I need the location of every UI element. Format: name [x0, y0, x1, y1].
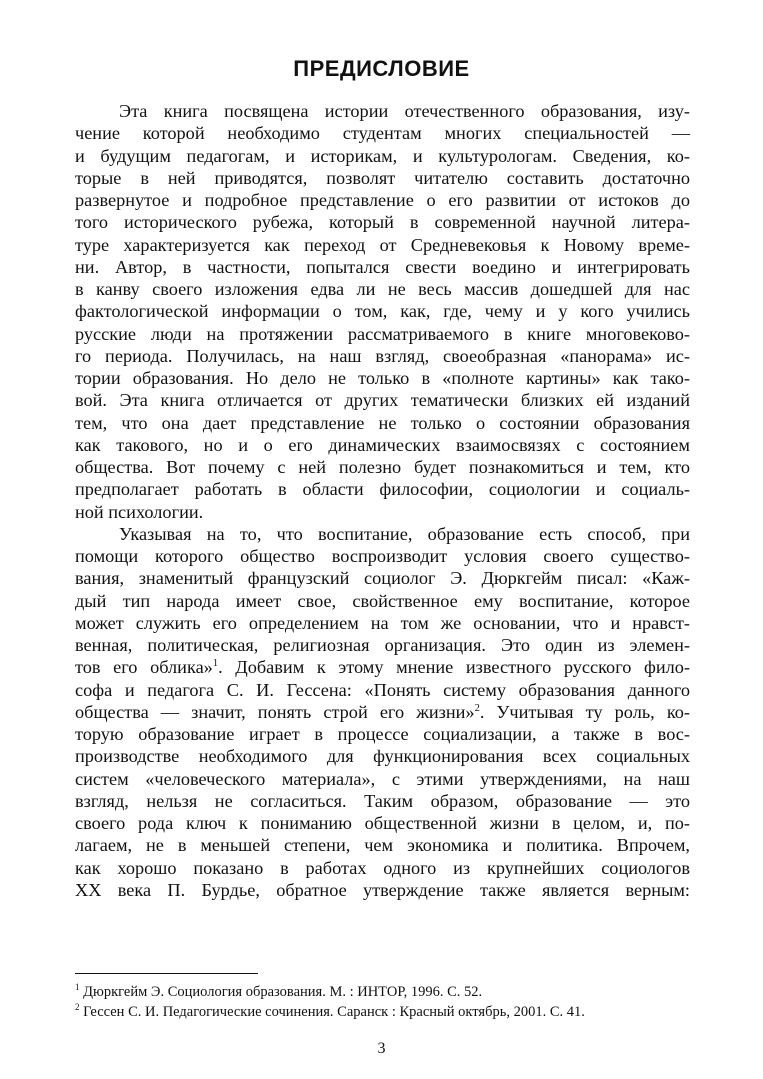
text-line-with-footnote [75, 656, 690, 678]
text-line: фактологической информации о том, как, где, чему и у кого учились [75, 301, 690, 322]
text-line: венная, политическая, религиозная организация. Это один из элемен- [75, 635, 690, 655]
text-line: и будущим педагогам, и историкам, и культурологам. Сведения, ко- [75, 145, 690, 166]
text-line: го периода. Получилась, на наш взгляд, своеобразная «панорама» ис- [75, 345, 690, 366]
text-line: в канву своего изложения едва ли не весь массив дошедшей для нас [75, 279, 690, 299]
text-line: предполагает работать в области философии, социологии и социаль- [75, 479, 690, 500]
text-line: Эта книга посвящена истории отечественного образования, изу- [119, 101, 690, 121]
text-line: софа и педагога С. И. Гессена: «Понять систему образования данного [75, 679, 690, 700]
text-line: того исторического рубежа, который в современной научной литера- [75, 212, 690, 233]
text-line: помощи которого общество воспроизводит условия своего существо- [75, 546, 690, 566]
text-line: может служить его определением на том же основании, что и нравст- [75, 612, 690, 633]
text-line: торые в ней приводятся, позволят читателю составить достаточно [75, 167, 690, 188]
text-line: взгляд, нельзя не согласиться. Таким образом, образование — это [75, 790, 690, 811]
text-line: ни. Автор, в частности, попытался свести воедино и интегрировать [75, 256, 690, 277]
footnotes [75, 982, 690, 1022]
footnote-1 [75, 982, 690, 1002]
text-line: как такового, но и о его динамических взаимосвязях с состоянием [75, 434, 690, 455]
text-line: чение которой необходимо студентам многих специальностей — [75, 123, 690, 144]
footnote-mark: 1 [75, 982, 80, 992]
text-line: туре характеризуется как переход от Средневековья к Новому време- [75, 234, 690, 255]
text-line: вания, знаменитый французский социолог Э. Дюркгейм писал: «Каж- [75, 568, 690, 589]
page-number: 3 [377, 1040, 386, 1057]
text-line: русские люди на протяжении рассматриваемого в книге многовеково- [75, 323, 690, 344]
text-line: дый тип народа имеет свое, свойственное ему воспитание, которое [75, 590, 690, 611]
text-line-with-footnote [75, 701, 690, 723]
text-fragment: . Учитывая ту роль, ко- [479, 701, 690, 722]
body-text [75, 100, 690, 901]
text-line: как хорошо показано в работах одного из крупнейших социологов [75, 857, 690, 878]
paragraph-1 [75, 100, 690, 523]
text-line: развернутое и подробное представление о его развитии от истоков до [75, 190, 690, 210]
text-line: своего рода ключ к пониманию общественной жизни в целом, и, по- [75, 813, 690, 833]
footnote-ref-1[interactable]: 1 [212, 658, 219, 670]
footnote-text: Гессен С. И. Педагогические сочинения. Саранск : Красный октябрь, 2001. С. 41. [79, 1004, 585, 1020]
text-line: лагаем, не в меньшей степени, чем экономика и политика. Впрочем, [75, 835, 690, 856]
text-fragment: общества — значит, понять строй его жизни» [75, 701, 475, 722]
text-line: тем, что она дает представление не только о состоянии образования [75, 412, 690, 433]
page-title: ПРЕДИСЛОВИЕ [293, 56, 470, 81]
footnote-ref-2[interactable]: 2 [474, 702, 480, 714]
text-line: систем «человеческого материала», с этими утверждениями, на наш [75, 768, 690, 789]
text-fragment: . Добавим к этому мнение известного русского фило- [218, 657, 690, 678]
footnote-text: Дюркгейм Э. Социология образования. М. : ИНТОР, 1996. С. 52. [79, 984, 483, 1000]
text-line: общества. Вот почему с ней полезно будет познакомиться и тем, кто [75, 457, 690, 477]
paragraph-2 [75, 523, 690, 901]
footnote-2 [75, 1002, 690, 1022]
footnote-mark: 2 [75, 1002, 80, 1012]
text-line: тории образования. Но дело не только в «полноте картины» как тако- [75, 368, 690, 388]
text-line: XX века П. Бурдье, обратное утверждение также является верным: [75, 879, 690, 900]
text-fragment: тов его облика» [75, 657, 213, 678]
text-line: Указывая на то, что воспитание, образование есть способ, при [119, 523, 690, 544]
text-line: торую образование играет в процессе социализации, а также в вос- [75, 724, 690, 744]
text-line: ной психологии. [75, 501, 204, 522]
footnote-divider [75, 973, 258, 974]
text-line: вой. Эта книга отличается от других тематически близких ей изданий [75, 390, 690, 411]
text-line: производстве необходимого для функционирования всех социальных [75, 746, 690, 767]
